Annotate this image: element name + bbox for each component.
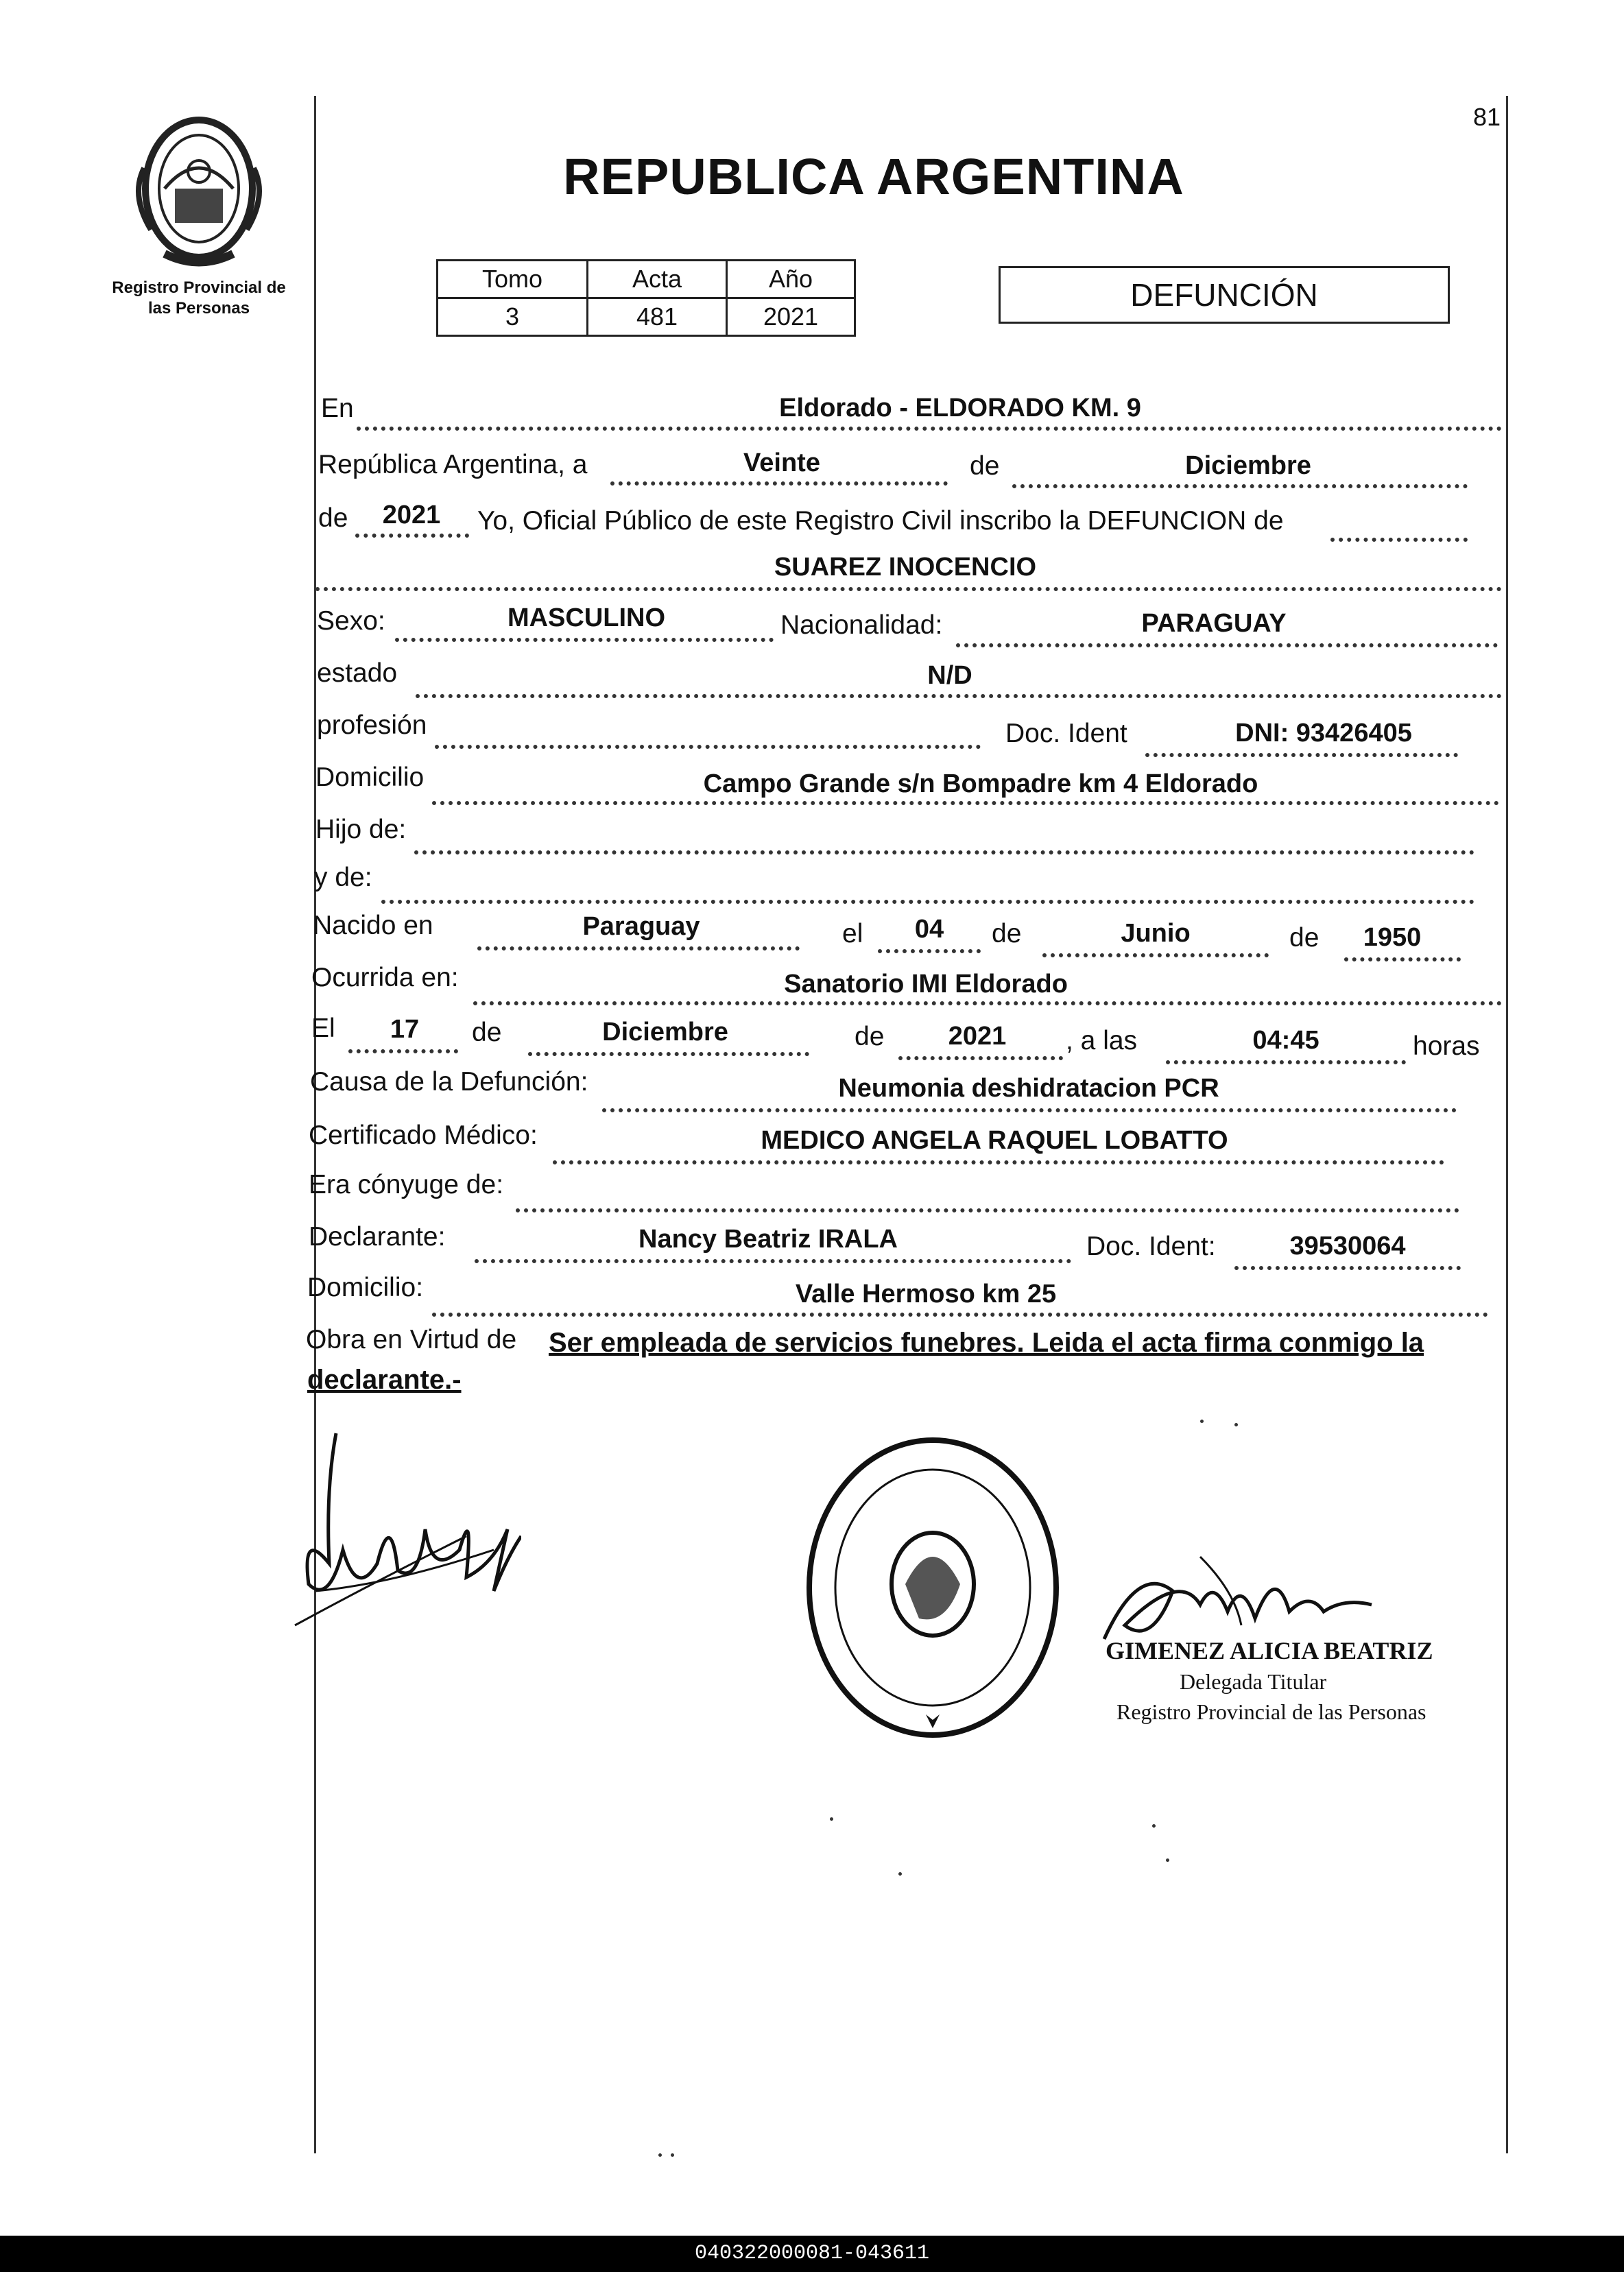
de-label: de [1289, 923, 1320, 953]
certificado-label: Certificado Médico: [309, 1121, 538, 1150]
domicilio-value: Campo Grande s/n Bompadre km 4 Eldorado [703, 769, 1258, 798]
de-label: de [970, 451, 1000, 481]
footer-code: 040322000081-043611 [0, 2236, 1624, 2272]
dotted-line [355, 534, 469, 538]
official-stamp [796, 1426, 1070, 1749]
declarante-value: Nancy Beatriz IRALA [638, 1225, 898, 1254]
conyuge-label: Era cónyuge de: [309, 1170, 504, 1199]
dotted-line [1344, 957, 1461, 961]
el-label: El [311, 1014, 335, 1043]
estado-value: N/D [927, 661, 972, 690]
dotted-line [610, 481, 948, 486]
dotted-line [416, 694, 1502, 698]
obra-label: Obra en Virtud de [306, 1325, 517, 1354]
official-organization: Registro Provincial de las Personas [1116, 1699, 1426, 1724]
registry-name [96, 278, 302, 319]
profesion-label: profesión [317, 710, 427, 740]
dotted-line [348, 1049, 458, 1053]
declarante-domicilio-value: Valle Hermoso km 25 [795, 1280, 1057, 1308]
acta-value: 481 [588, 298, 727, 336]
domicilio-label: Domicilio [315, 763, 425, 792]
doc-ident-value: DNI: 93426405 [1235, 719, 1412, 748]
speck [671, 2153, 674, 2157]
day-words-value: Veinte [743, 449, 820, 477]
tomo-value: 3 [438, 298, 588, 336]
dotted-line [602, 1108, 1457, 1112]
obra-value: Ser empleada de servicios funebres. Leida el acta firma conmigo la [549, 1328, 1424, 1358]
dotted-line [315, 587, 1502, 591]
birth-day-value: 04 [914, 915, 944, 944]
speck [1234, 1423, 1238, 1426]
page-title: REPUBLICA ARGENTINA [563, 148, 1184, 205]
dotted-line [432, 801, 1499, 805]
nacionalidad-value: PARAGUAY [1141, 609, 1287, 638]
dotted-line [381, 900, 1474, 904]
death-year-value: 2021 [948, 1022, 1007, 1051]
month-value: Diciembre [1185, 451, 1311, 480]
declarante-label: Declarante: [309, 1222, 446, 1252]
official-role: Delegada Titular [1180, 1669, 1327, 1694]
deceased-name-value: SUAREZ INOCENCIO [774, 553, 1037, 582]
dotted-line [432, 1313, 1488, 1317]
dotted-line [414, 850, 1474, 854]
dotted-line [1012, 484, 1468, 488]
place-value: Eldorado - ELDORADO KM. 9 [779, 394, 1141, 422]
death-month-value: Diciembre [602, 1018, 728, 1047]
el-label: el [842, 919, 863, 948]
estado-label: estado [317, 658, 398, 688]
dotted-line [553, 1160, 1444, 1164]
obra-value-continued: declarante.- [307, 1365, 462, 1395]
speck [1200, 1420, 1204, 1423]
y-de-label: y de: [314, 863, 372, 892]
de-label: de [472, 1018, 502, 1047]
dotted-line [473, 1001, 1502, 1005]
dotted-line [1234, 1266, 1461, 1270]
dotted-line [516, 1208, 1459, 1212]
dotted-line [395, 638, 774, 642]
declarante-doc-value: 39530064 [1289, 1232, 1406, 1260]
speck [1166, 1858, 1169, 1862]
registry-name-line2: las Personas [147, 299, 250, 318]
hijo-de-label: Hijo de: [315, 815, 407, 844]
year-value: 2021 [382, 501, 441, 529]
dotted-line [357, 427, 1502, 431]
sexo-label: Sexo: [317, 606, 385, 636]
de-label: de [992, 919, 1022, 948]
registry-name-line1: Registro Provincial de [112, 278, 286, 297]
a-las-label: , a las [1066, 1026, 1138, 1055]
document-type-box: DEFUNCIÓN [999, 266, 1450, 324]
doc-ident-label: Doc. Ident [1005, 719, 1127, 748]
death-time-value: 04:45 [1252, 1026, 1320, 1055]
speck [898, 1872, 902, 1876]
speck [1152, 1824, 1156, 1828]
anio-value: 2021 [727, 298, 855, 336]
declarante-doc-label: Doc. Ident: [1086, 1232, 1216, 1261]
nacido-en-label: Nacido en [313, 911, 433, 940]
official-name: GIMENEZ ALICIA BEATRIZ [1106, 1637, 1433, 1664]
dotted-line [878, 949, 981, 953]
page-number: 81 [1473, 103, 1501, 131]
dotted-line [435, 745, 981, 749]
sexo-value: MASCULINO [507, 603, 666, 632]
causa-value: Neumonia deshidratacion PCR [838, 1074, 1219, 1103]
declarante-domicilio-label: Domicilio: [307, 1273, 424, 1302]
dotted-line [475, 1259, 1071, 1263]
certificado-value: MEDICO ANGELA RAQUEL LOBATTO [761, 1126, 1228, 1155]
dotted-line [1330, 538, 1468, 542]
speck [658, 2153, 662, 2157]
de-label: de [855, 1022, 885, 1051]
death-day-value: 17 [390, 1015, 420, 1044]
birth-year-value: 1950 [1363, 923, 1422, 952]
nacionalidad-label: Nacionalidad: [780, 610, 943, 640]
dotted-line [528, 1052, 809, 1056]
reference-table [436, 259, 856, 337]
dotted-line [1042, 953, 1269, 957]
birth-month-value: Junio [1121, 919, 1191, 948]
dotted-line [956, 643, 1498, 647]
ocurrida-label: Ocurrida en: [311, 963, 459, 992]
declarant-signature [288, 1426, 521, 1632]
dotted-line [898, 1056, 1063, 1060]
ocurrida-value: Sanatorio IMI Eldorado [784, 970, 1068, 999]
dotted-line [1166, 1060, 1406, 1064]
nacido-en-value: Paraguay [582, 912, 700, 941]
causa-label: Causa de la Defunción: [310, 1067, 588, 1097]
anio-header: Año [727, 261, 855, 298]
dotted-line [1145, 753, 1458, 757]
en-label: En [321, 394, 354, 423]
intro-text: Yo, Oficial Público de este Registro Civil inscribo la DEFUNCION de [477, 506, 1284, 536]
tomo-header: Tomo [438, 261, 588, 298]
de-label: de [318, 503, 348, 533]
dotted-line [477, 946, 800, 950]
republica-label: República Argentina, a [318, 450, 588, 479]
acta-header: Acta [588, 261, 727, 298]
speck [830, 1817, 833, 1821]
horas-label: horas [1413, 1031, 1480, 1061]
right-margin-rule [1506, 96, 1508, 2153]
